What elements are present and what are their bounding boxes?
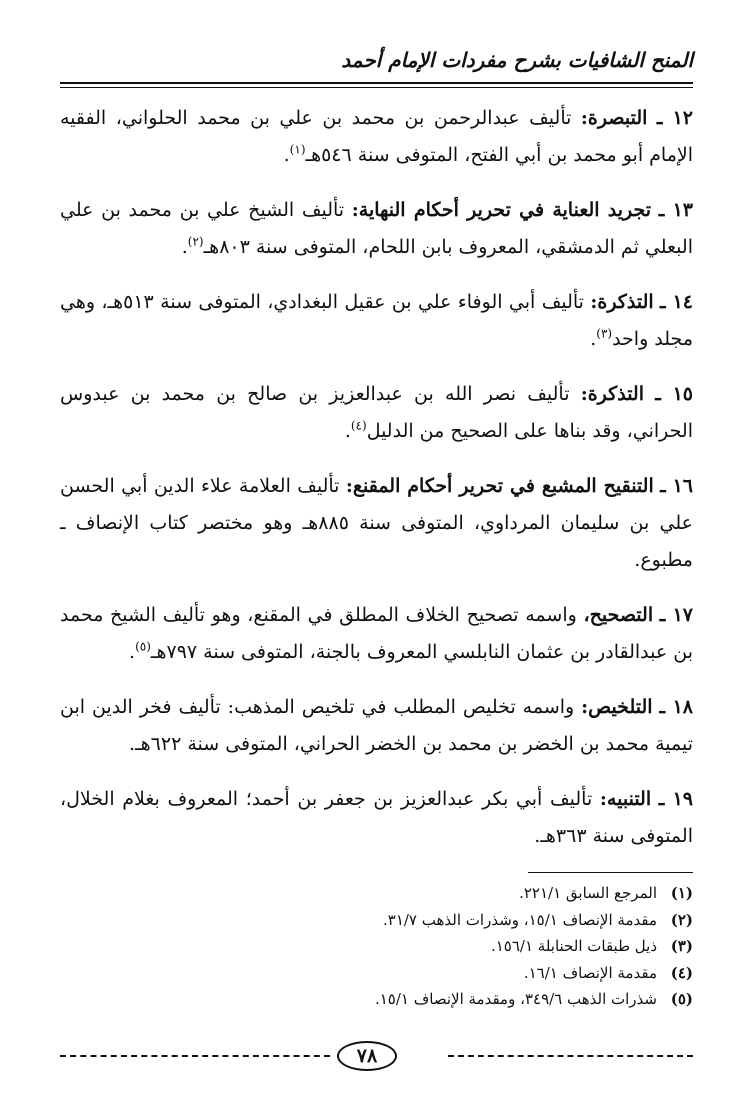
entry-title: التنقيح المشبع في تحرير أحكام المقنع: — [345, 475, 654, 497]
entry-paragraph — [60, 284, 693, 358]
entry-text: تأليف عبدالرحمن بن محمد بن علي بن محمد الحلواني، الفقيه الإمام أبو محمد بن أبي الفتح، المتوفى سنة ٥٤٦هـ — [60, 107, 693, 166]
footnote-ref[interactable]: (٣) — [596, 326, 613, 341]
running-head: المنح الشافيات بشرح مفردات الإمام أحمد — [341, 48, 693, 72]
footnote-number: (٢) — [670, 910, 693, 929]
footnote-ref[interactable]: (٥) — [135, 639, 151, 654]
footer-rule-left — [60, 1055, 330, 1057]
entry-tail: . — [181, 236, 188, 258]
entry-paragraph — [60, 781, 693, 855]
entry-paragraph — [60, 376, 693, 450]
footnote-ref[interactable]: (٤) — [350, 418, 367, 433]
entry-text: تأليف الشيخ علي بن محمد بن علي البعلي ثم الدمشقي، المعروف بابن اللحام، المتوفى سنة ٨٠٣هـ — [60, 199, 693, 258]
footnote-list — [60, 880, 693, 1013]
entry-tail: . — [283, 144, 290, 166]
footnote-number: (٥) — [670, 990, 693, 1008]
entry-tail: . — [344, 420, 351, 442]
entry-title: التذكرة: — [590, 291, 654, 313]
footnote — [60, 986, 693, 1013]
footnote-ref[interactable]: (١) — [289, 142, 306, 157]
entry-text: واسمه تخليص المطلب في تلخيص المذهب: تأليف فخر الدين ابن تيمية محمد بن الخضر بن محمد بن الخضر الحراني، المتوفى سنة ٦٢٢هـ. — [60, 696, 693, 755]
entry-title: التذكرة: — [580, 383, 644, 405]
entry-text: واسمه تصحيح الخلاف المطلق في المقنع، وهو تأليف الشيخ محمد بن عبدالقادر بن عثمان النابلسي المعروف بالجنة، المتوفى سنة ٧٩٧هـ — [60, 604, 693, 663]
entry-paragraph — [60, 689, 693, 763]
entry-tail: . — [590, 328, 597, 350]
entry-number: ١٢ ـ — [656, 107, 694, 129]
entry-number: ١٥ ـ — [655, 383, 693, 405]
entry-paragraph — [60, 100, 693, 174]
footnote-text: ذيل طبقات الحنابلة ١٥٦/١. — [490, 937, 657, 955]
footnote-text: شذرات الذهب ٣٤٩/٦، ومقدمة الإنصاف ١٥/١. — [374, 990, 657, 1008]
entry-number: ١٤ ـ — [660, 291, 693, 313]
footnote — [60, 880, 693, 907]
footnote-text: مقدمة الإنصاف ١٥/١، وشذرات الذهب ٣١/٧. — [382, 910, 657, 929]
entry-paragraph — [60, 597, 693, 671]
footnote — [60, 933, 693, 960]
page-number: ٧٨ — [337, 1041, 397, 1071]
entry-number: ١٩ ـ — [658, 788, 693, 810]
entry-text: تأليف نصر الله بن عبدالعزيز بن صالح بن محمد بن عبدوس الحراني، وقد بناها على الصحيح من الدليل — [60, 383, 693, 442]
footnote-number: (٤) — [670, 963, 693, 982]
entry-number: ١٦ ـ — [660, 475, 693, 497]
entry-paragraph — [60, 192, 693, 266]
book-page — [60, 0, 693, 1110]
footnote — [60, 960, 693, 987]
entry-list — [60, 100, 693, 873]
footnote-ref[interactable]: (٢) — [187, 234, 204, 249]
footnote-separator — [528, 872, 693, 873]
entry-paragraph — [60, 468, 693, 579]
entry-text: تأليف أبي الوفاء علي بن عقيل البغدادي، المتوفى سنة ٥١٣هـ، وهي مجلد واحد — [60, 291, 693, 350]
entry-title: التنبيه: — [599, 788, 652, 810]
entry-title: تجريد العناية في تحرير أحكام النهاية: — [351, 199, 652, 221]
footnote-number: (٣) — [670, 937, 693, 955]
footnote-number: (١) — [670, 884, 693, 902]
footer-rule-right — [448, 1055, 693, 1057]
header-rule — [60, 82, 693, 88]
footnote-text: مقدمة الإنصاف ١٦/١. — [523, 963, 657, 982]
entry-text: تأليف أبي بكر عبدالعزيز بن جعفر بن أحمد؛ المعروف بغلام الخلال، المتوفى سنة ٣٦٣هـ. — [60, 788, 693, 847]
entry-number: ١٣ ـ — [658, 199, 694, 221]
entry-tail: . — [129, 641, 136, 663]
entry-number: ١٧ ـ — [659, 604, 693, 626]
entry-title: التلخيص: — [581, 696, 653, 718]
entry-title: التبصرة: — [580, 107, 648, 129]
entry-title: التصحيح، — [583, 604, 654, 626]
footnote-text: المرجع السابق ٢٢١/١. — [519, 884, 657, 902]
entry-text: تأليف العلامة علاء الدين أبي الحسن علي بن سليمان المرداوي، المتوفى سنة ٨٨٥هـ وهو مختصر كتاب الإنصاف ـ مطبوع. — [60, 475, 693, 571]
entry-number: ١٨ ـ — [659, 696, 693, 718]
footnote — [60, 907, 693, 934]
